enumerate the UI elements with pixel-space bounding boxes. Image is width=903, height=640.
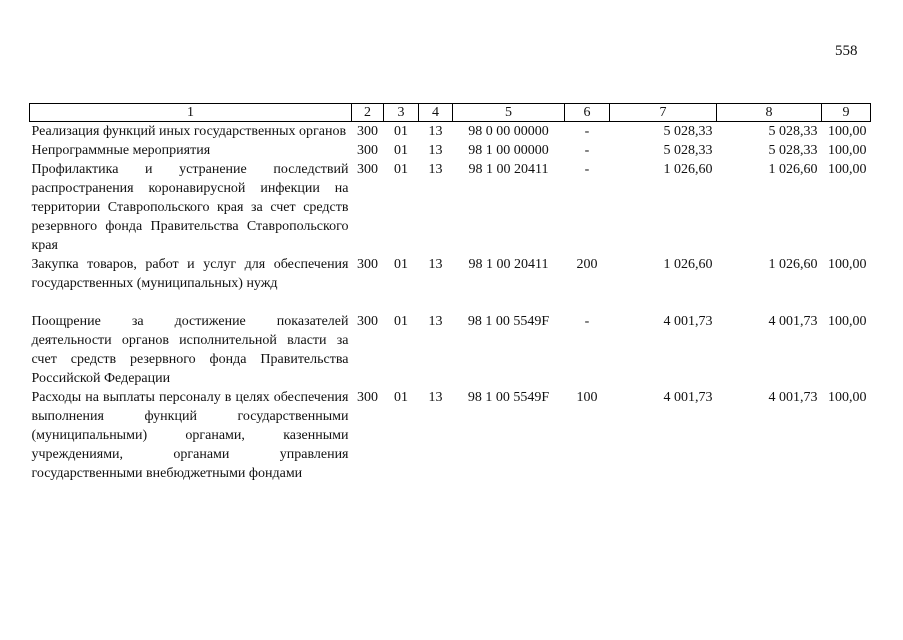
- cell-amount-executed: 4 001,73: [768, 390, 818, 405]
- cell-amount-executed: 4 001,73: [768, 314, 818, 329]
- cell-expense-type: -: [584, 162, 590, 177]
- table-row: [30, 160, 871, 255]
- cell-code: 300: [357, 124, 378, 139]
- cell-subsection: 13: [428, 257, 443, 272]
- cell-section: 01: [394, 390, 408, 405]
- cell-amount-planned: 4 001,73: [663, 314, 713, 329]
- cell-section: 01: [394, 124, 408, 139]
- column-header: 5: [453, 104, 565, 122]
- table-row: [30, 388, 871, 483]
- table-row: [30, 122, 871, 142]
- cell-target-article: 98 0 00 00000: [468, 124, 549, 139]
- cell-section: 01: [394, 143, 408, 158]
- cell-amount-planned: 1 026,60: [663, 257, 713, 272]
- cell-code: 300: [357, 162, 378, 177]
- column-header: 1: [30, 104, 352, 122]
- cell-code: 300: [357, 314, 378, 329]
- cell-expense-type: -: [584, 124, 590, 139]
- cell-target-article: 98 1 00 20411: [468, 162, 549, 177]
- column-header: 9: [822, 104, 871, 122]
- row-description: Поощрение за достижение показателей деятельности органов исполнительной власти за счет средств резервного фонда Правительства Российской Федерации: [31, 314, 349, 386]
- cell-amount-planned: 5 028,33: [663, 143, 713, 158]
- cell-subsection: 13: [428, 162, 443, 177]
- cell-amount-executed: 1 026,60: [768, 257, 818, 272]
- cell-target-article: 98 1 00 5549F: [467, 390, 550, 405]
- cell-target-article: 98 1 00 00000: [468, 143, 549, 158]
- row-description: Расходы на выплаты персоналу в целях обеспечения выполнения функций государственными (муниципальными) органами, казенными учреждениями, органами управления государственными внебюджетными фондами: [31, 390, 349, 481]
- column-header: 8: [717, 104, 822, 122]
- cell-code: 300: [357, 390, 378, 405]
- table-header-row: [30, 104, 871, 122]
- cell-percent: 100,00: [828, 314, 867, 329]
- budget-table: [29, 103, 871, 483]
- column-header: 3: [384, 104, 419, 122]
- cell-percent: 100,00: [828, 390, 867, 405]
- cell-expense-type: -: [584, 314, 590, 329]
- cell-expense-type: 100: [576, 390, 598, 405]
- page-number: 558: [835, 43, 858, 59]
- cell-percent: 100,00: [828, 162, 867, 177]
- row-description: Реализация функций иных государственных органов: [31, 124, 347, 139]
- cell-amount-planned: 5 028,33: [663, 124, 713, 139]
- cell-percent: 100,00: [828, 257, 867, 272]
- cell-subsection: 13: [428, 390, 443, 405]
- cell-section: 01: [394, 162, 408, 177]
- cell-subsection: 13: [428, 143, 443, 158]
- cell-target-article: 98 1 00 20411: [468, 257, 549, 272]
- cell-target-article: 98 1 00 5549F: [467, 314, 550, 329]
- column-header: 6: [565, 104, 610, 122]
- cell-percent: 100,00: [828, 143, 867, 158]
- column-header: 2: [352, 104, 384, 122]
- table-row: [30, 255, 871, 312]
- row-description: Профилактика и устранение последствий распространения коронавирусной инфекции на территории Ставропольского края за счет средств резервного фонда Правительства Ставропольского края: [31, 162, 349, 253]
- column-header: 7: [610, 104, 717, 122]
- table-row: [30, 312, 871, 388]
- cell-amount-executed: 5 028,33: [768, 143, 818, 158]
- table-row: [30, 141, 871, 160]
- cell-percent: 100,00: [828, 124, 867, 139]
- cell-subsection: 13: [428, 314, 443, 329]
- row-description: Непрограммные мероприятия: [31, 143, 211, 158]
- cell-section: 01: [394, 257, 408, 272]
- cell-expense-type: 200: [576, 257, 598, 272]
- cell-code: 300: [357, 143, 378, 158]
- cell-amount-planned: 4 001,73: [663, 390, 713, 405]
- cell-section: 01: [394, 314, 408, 329]
- cell-amount-planned: 1 026,60: [663, 162, 713, 177]
- cell-subsection: 13: [428, 124, 443, 139]
- cell-amount-executed: 5 028,33: [768, 124, 818, 139]
- cell-code: 300: [357, 257, 378, 272]
- column-header: 4: [419, 104, 453, 122]
- row-description: Закупка товаров, работ и услуг для обеспечения государственных (муниципальных) нужд: [31, 257, 349, 291]
- cell-amount-executed: 1 026,60: [768, 162, 818, 177]
- cell-expense-type: -: [584, 143, 590, 158]
